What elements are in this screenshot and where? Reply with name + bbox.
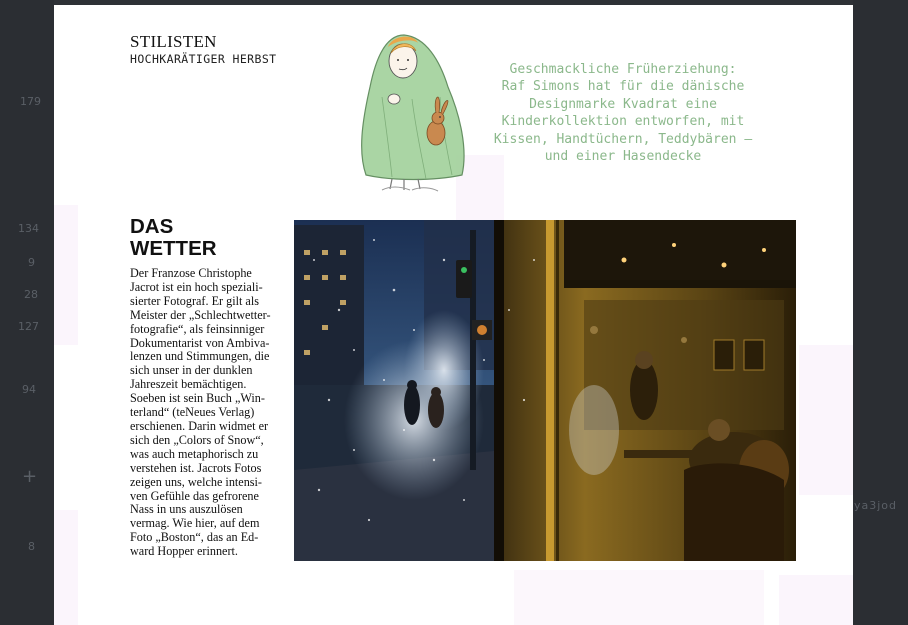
- caption-line: Kissen, Handtüchern, Teddybären –: [493, 131, 753, 147]
- body-line: zeigen uns, welche intensi-: [130, 474, 262, 489]
- body-line: fotografie“, als feinsinniger: [130, 321, 265, 336]
- section-subtitle: HOCHKARÄTIGER HERBST: [130, 52, 277, 66]
- gutter-number: 28: [24, 288, 38, 301]
- body-line: sich unser in der dunklen: [130, 363, 253, 378]
- body-line: ven Gefühle das gefrorene: [130, 488, 259, 503]
- body-line: verstehen ist. Jacrots Fotos: [130, 460, 262, 475]
- body-line: Meister der „Schlechtwetter-: [130, 307, 271, 322]
- body-line: Nass in uns auszulösen: [130, 502, 243, 517]
- body-line: lenzen und Stimmungen, die: [130, 349, 270, 364]
- body-line: sich den „Colors of Snow“,: [130, 432, 264, 447]
- child-blanket-illustration: [352, 27, 477, 195]
- body-line: ward Hopper erinnert.: [130, 544, 238, 559]
- article-headline: [130, 216, 217, 259]
- caption-line: und einer Hasendecke: [544, 149, 702, 165]
- gutter-text: ya3jod: [854, 499, 898, 512]
- magazine-page: [54, 5, 853, 625]
- caption-line: Geschmackliche Früherziehung:: [509, 62, 737, 77]
- headline-line: WETTER: [130, 236, 217, 260]
- gutter-number: 134: [18, 222, 39, 235]
- body-line: Foto „Boston“, das an Ed-: [130, 530, 259, 545]
- tint-overlay: [54, 205, 78, 345]
- tint-overlay: [779, 575, 853, 625]
- gutter-number: 9: [28, 256, 35, 269]
- section-title: STILISTEN: [130, 32, 217, 51]
- tint-overlay: [799, 345, 853, 495]
- gutter-number: 94: [22, 383, 36, 396]
- body-line: Soeben ist sein Buch „Win-: [130, 391, 265, 406]
- body-line: Jacrot ist ein hoch speziali-: [130, 279, 263, 294]
- caption-line: Kinderkollektion entworfen, mit: [501, 114, 745, 130]
- tint-overlay: [54, 510, 78, 625]
- article-body: [130, 267, 290, 559]
- body-line: Der Franzose Christophe: [130, 266, 252, 280]
- body-line: erschienen. Darin widmet er: [130, 418, 269, 433]
- body-line: was auch metaphorisch zu: [130, 446, 259, 461]
- body-line: sierter Fotograf. Er gilt als: [130, 293, 259, 308]
- right-gutter: [853, 0, 908, 625]
- headline-line: DAS: [130, 215, 174, 238]
- caption-line: Raf Simons hat für die dänische: [501, 79, 745, 95]
- body-line: Jahreszeit bemächtigen.: [130, 377, 247, 392]
- gutter-number: 127: [18, 320, 39, 333]
- left-gutter: [0, 0, 54, 625]
- body-line: Dokumentarist von Ambiva-: [130, 335, 270, 350]
- boston-snow-photo: [294, 220, 796, 561]
- illustration-caption: [474, 61, 772, 165]
- body-line: vermag. Wie hier, auf dem: [130, 516, 260, 531]
- gutter-number: 8: [28, 540, 35, 553]
- tint-overlay: [514, 570, 764, 625]
- gutter-number: 179: [20, 95, 41, 108]
- caption-line: Designmarke Kvadrat eine: [529, 96, 717, 112]
- body-line: terland“ (teNeues Verlag): [130, 405, 255, 420]
- zoom-in-button[interactable]: +: [22, 466, 38, 487]
